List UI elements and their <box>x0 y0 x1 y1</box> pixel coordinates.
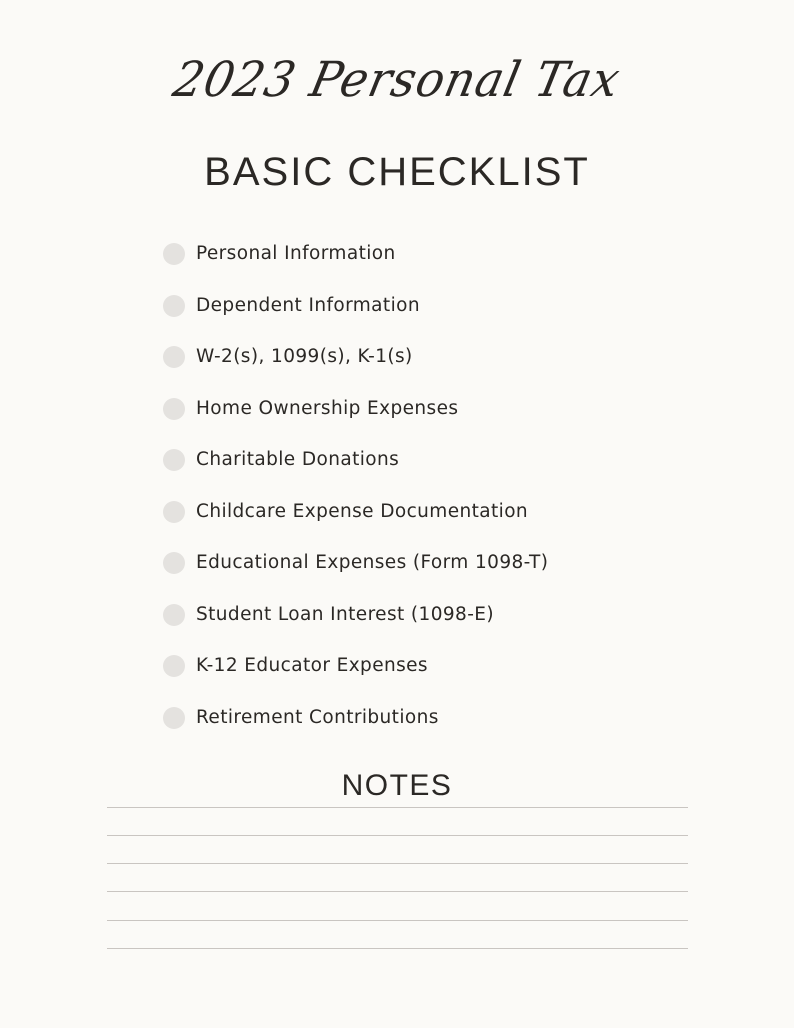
checklist-item[interactable] <box>163 651 548 703</box>
checklist-item-label: Home Ownership Expenses <box>196 397 459 419</box>
checklist-item[interactable] <box>163 394 548 446</box>
notes-line[interactable] <box>107 807 688 808</box>
checklist-item-label: Retirement Contributions <box>196 706 439 728</box>
checkbox-circle[interactable] <box>163 552 185 574</box>
checkbox-circle[interactable] <box>163 655 185 677</box>
page-title: BASIC CHECKLIST <box>204 150 590 194</box>
checklist-item[interactable] <box>163 342 548 394</box>
notes-line[interactable] <box>107 948 688 949</box>
checklist-item-label: W-2(s), 1099(s), K-1(s) <box>196 346 413 367</box>
notes-line[interactable] <box>107 891 688 892</box>
checkbox-circle[interactable] <box>163 243 185 265</box>
checkbox-circle[interactable] <box>163 449 185 471</box>
notes-title: NOTES <box>341 769 453 802</box>
checklist-item[interactable] <box>163 239 548 291</box>
notes-line[interactable] <box>107 863 688 864</box>
checklist-item-label: Charitable Donations <box>196 449 400 470</box>
checklist-item[interactable] <box>163 445 548 497</box>
checkbox-circle[interactable] <box>163 295 185 317</box>
checkbox-circle[interactable] <box>163 707 185 729</box>
checkbox-circle[interactable] <box>163 501 185 523</box>
checklist <box>163 239 548 754</box>
checklist-item-label: Student Loan Interest (1098-E) <box>196 603 495 625</box>
script-title: 2023 Personal Tax <box>168 50 626 108</box>
checklist-item-label: K-12 Educator Expenses <box>196 655 428 676</box>
checklist-item[interactable] <box>163 703 548 755</box>
notes-line[interactable] <box>107 835 688 836</box>
checkbox-circle[interactable] <box>163 604 185 626</box>
checkbox-circle[interactable] <box>163 398 185 420</box>
checklist-item-label: Childcare Expense Documentation <box>196 500 529 522</box>
checklist-item-label: Dependent Information <box>196 294 420 316</box>
checklist-item-label: Personal Information <box>196 243 396 264</box>
checklist-item[interactable] <box>163 291 548 343</box>
checklist-item[interactable] <box>163 497 548 549</box>
checklist-item-label: Educational Expenses (Form 1098-T) <box>196 552 549 573</box>
checklist-item[interactable] <box>163 600 548 652</box>
notes-line[interactable] <box>107 920 688 921</box>
checklist-item[interactable] <box>163 548 548 600</box>
checkbox-circle[interactable] <box>163 346 185 368</box>
